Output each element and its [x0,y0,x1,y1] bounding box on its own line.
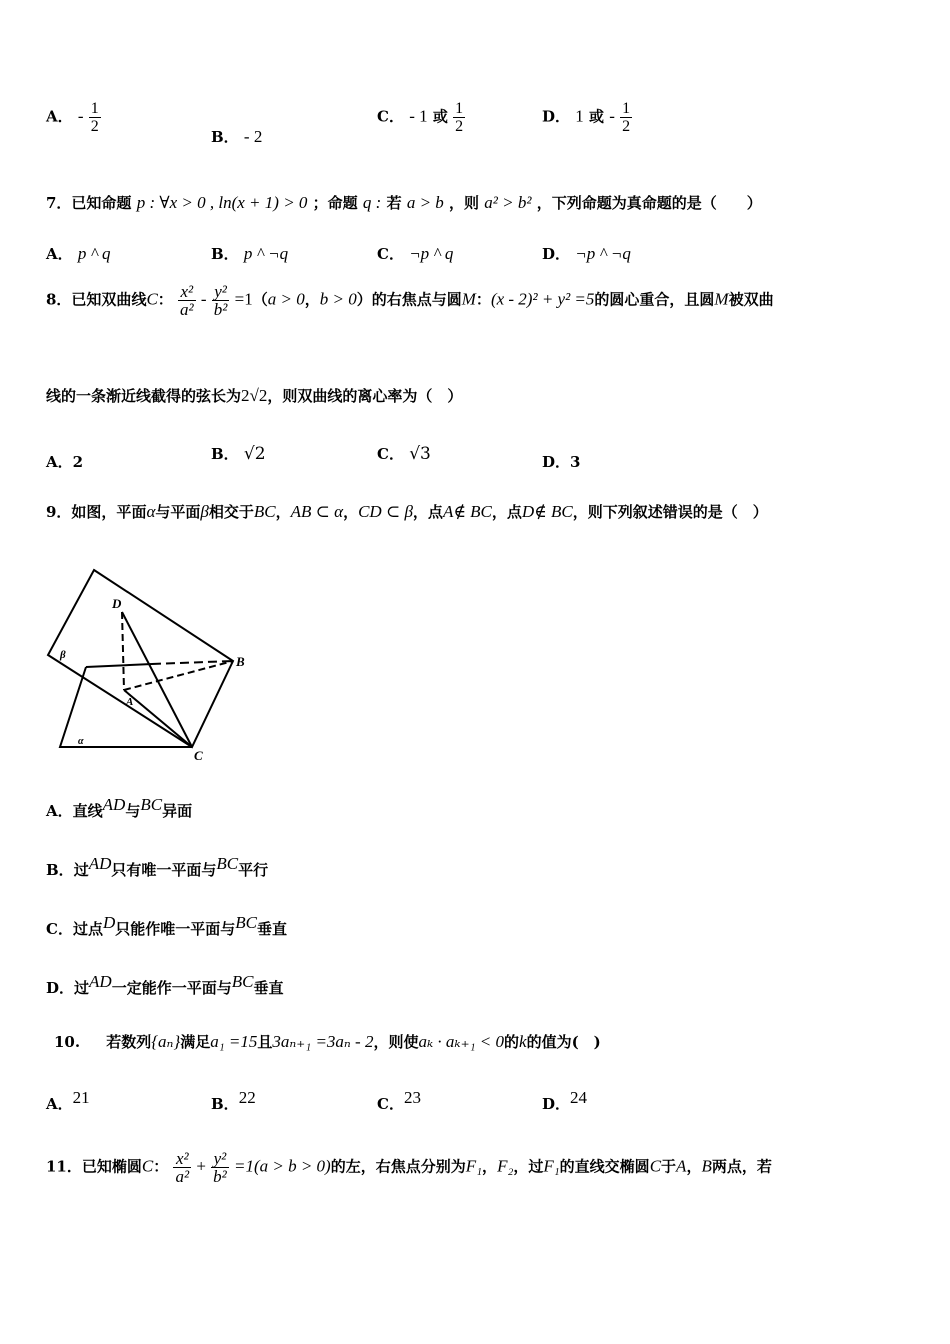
plane-alpha-edge [86,664,152,667]
q6-option-d: D． 1 或 - $\frac{1}{2}$ [542,100,631,135]
q7-option-b: B． p ^ ¬q [211,244,289,263]
q10-option-a: A．$^{21}$ [46,1088,90,1113]
segment-ac [124,690,192,747]
q8-option-c: C． √3 [377,444,431,464]
label-c: C [194,748,203,763]
q9-option-a: A．直线$^{AD}$与$^{BC}$异面 [46,795,193,820]
q9-stem: 9．如图，平面α与平面β相交于BC，AB ⊂ α，CD ⊂ β，点A∉ BC，点D∉ BC，则下列叙述错误的是（ ） [46,502,768,521]
q9-option-c: C．过点$^D$只能作唯一平面与$^{BC}$垂直 [46,913,288,938]
label-b: B [236,654,245,669]
segment-da [122,612,124,690]
q8-option-a: A．2 [46,453,84,471]
q9-option-d: D．过$^{AD}$一定能作一平面与$^{BC}$垂直 [46,972,284,997]
segment-dc [122,612,192,747]
label-a: A [126,696,134,708]
q7-stem: 7．已知命题 p : ∀x > 0 , ln(x + 1) > 0 ；命题 q : 若 a > b ，则 a² > b² ，下列命题为真命题的是（ ） [46,193,762,212]
plane-beta [48,570,233,747]
q9-figure [40,560,260,765]
q8-stem-line1: 8．已知双曲线C： $\frac{\text{x²}}{\text{a²}}$ - $\frac{\text{y²}}{\text{b²}}$ =1（a > 0，b > 0）的右焦点与圆M：(x - 2)² + y² =5的圆心重合，且圆M被双曲 [46,282,774,319]
label-beta: β [60,649,66,661]
option-label: A． [46,107,73,126]
q8-option-d: D．3 [542,453,581,471]
q7-option-a: A． p ^ q [46,244,111,263]
q8-option-b: B． √2 [211,444,266,464]
q8-stem-line2: 线的一条渐近线截得的弦长为2√2，则双曲线的离心率为（ ） [46,386,463,405]
q7-option-c: C． ¬p ^ q [377,244,454,263]
q10-option-b: B．$^{22}$ [211,1088,256,1113]
q6-option-c: C． - 1 或 $\frac{1}{2}$ [377,100,464,135]
label-alpha: α [78,736,84,747]
q6-option-a: A． - $\frac{1}{2}$ [46,100,99,135]
q10-option-d: D．$^{24}$ [542,1088,588,1113]
fraction: $\frac{1}{2}$ [90,100,99,135]
q11-stem: 11．已知椭圆C： $\frac{\text{x²}}{\text{a²}}$ + $\frac{\text{y²}}{\text{b²}}$ =1(a > b > 0)的左，右焦点分别为F₁，F₂，过F₁的直线交椭圆C于A，B两点，若 [46,1149,772,1186]
q6-option-b: B． - 2 [211,127,263,146]
q9-option-b: B．过$^{AD}$只有唯一平面与$^{BC}$平行 [46,854,269,879]
label-d: D [112,596,122,611]
q10-option-c: C．$^{23}$ [377,1088,421,1113]
q7-option-d: D． ¬p ^ ¬q [542,244,631,263]
q10-stem: 10. 若数列{aₙ}满足a₁ =15且3aₙ₊₁ =3aₙ - 2，则使aₖ · aₖ₊₁ < 0的k的值为( ) [54,1032,601,1051]
